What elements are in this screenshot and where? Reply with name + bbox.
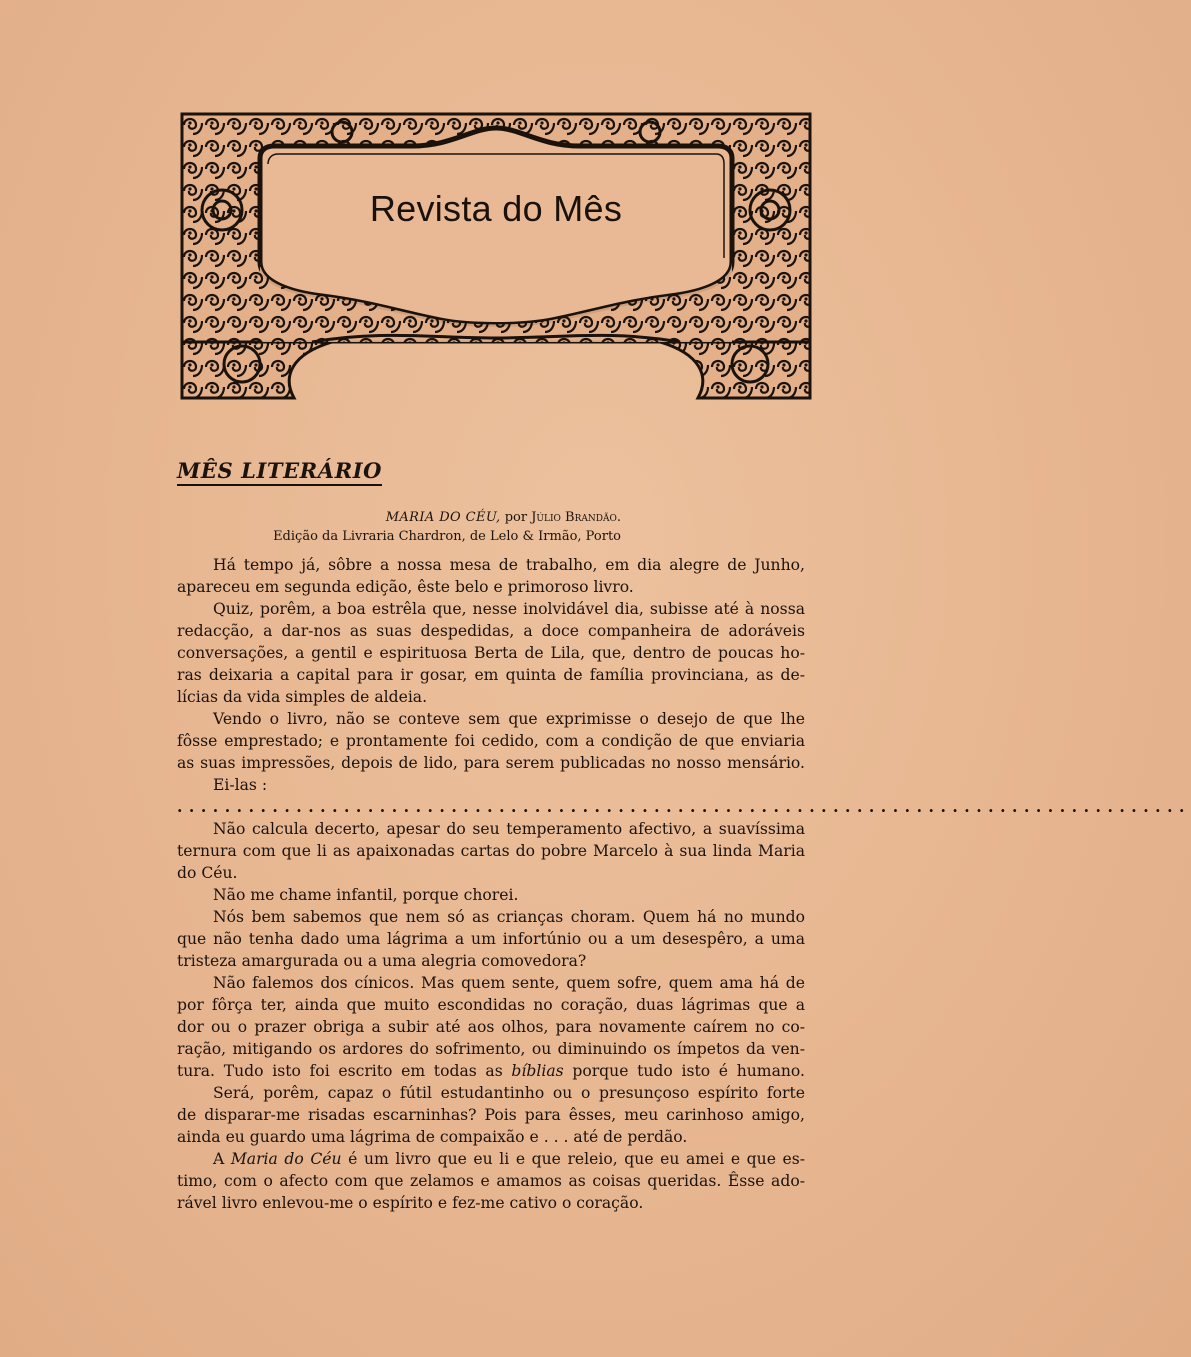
text-line: Será, porêm, capaz o fútil estudantinho ou o presunçoso espírito forte: [213, 1084, 805, 1102]
text-line: por fôrça ter, ainda que muito escondidas no coração, duas lágrimas que a: [177, 996, 805, 1014]
text-segment: porque tudo isto é humano.: [563, 1062, 805, 1080]
text-line: ração, mitigando os ardores do sofrimento, ou diminuindo os ímpetos da ven-: [177, 1040, 805, 1058]
ornamental-header-frame: [182, 114, 810, 398]
text-line: Vendo o livro, não se conteve sem que exprimisse o desejo de que lhe: [213, 710, 805, 728]
text-line: [177, 1148, 805, 1170]
ornament-border: [182, 114, 810, 398]
text-line: conversações, a gentil e espirituosa Berta de Lila, que, dentro de poucas ho-: [177, 644, 805, 662]
text-line: timo, com o afecto com que zelamos e amamos as coisas queridas. Êsse ado-: [177, 1172, 805, 1190]
book-edition: Edição da Livraria Chardron, de Lelo & Irmão, Porto: [273, 529, 621, 544]
text-line: ras deixaria a capital para ir gosar, em quinta de família provinciana, as de-: [177, 666, 805, 684]
emphasis-biblias: bíblias: [511, 1062, 564, 1080]
separator-dots: .....................................................................................: [177, 797, 1191, 816]
text-line: tristeza amargurada ou a uma alegria comovedora?: [177, 952, 587, 970]
book-author: Júlio Brandão.: [531, 510, 621, 525]
text-line: lícias da vida simples de aldeia.: [177, 688, 428, 706]
text-line: Ei-las :: [213, 776, 268, 794]
text-line: dor ou o prazer obriga a subir até aos olhos, para novamente caírem no co-: [177, 1018, 805, 1036]
text-line: Não calcula decerto, apesar do seu temperamento afectivo, a suavíssima: [213, 820, 805, 838]
emphasis-book-title: Maria do Céu: [230, 1150, 342, 1168]
text-line: fôsse emprestado; e prontamente foi cedido, com a condição de que enviaria: [177, 732, 805, 750]
text-line: rável livro enlevou-me o espírito e fez-me cativo o coração.: [177, 1194, 644, 1212]
book-title: MARIA DO CÉU,: [385, 510, 501, 525]
text-line: Nós bem sabemos que nem só as crianças choram. Quem há no mundo: [213, 908, 805, 926]
text-line: Não me chame infantil, porque chorei.: [213, 886, 519, 904]
text-line: Há tempo já, sôbre a nossa mesa de trabalho, em dia alegre de Junho,: [213, 556, 805, 574]
text-segment: A: [213, 1150, 231, 1168]
text-line: ainda eu guardo uma lágrima de compaixão e . . . até de perdão.: [177, 1128, 688, 1146]
text-line: as suas impressões, depois de lido, para serem publicadas no nosso mensário.: [177, 754, 805, 772]
article-body: [177, 554, 1191, 1214]
text-segment: é um livro que eu li e que releio, que eu amei e que es-: [341, 1150, 805, 1168]
text-line: apareceu em segunda edição, êste belo e primoroso livro.: [177, 578, 634, 596]
text-segment: tura. Tudo isto foi escrito em todas as: [177, 1062, 512, 1080]
text-line: ternura com que li as apaixonadas cartas do pobre Marcelo à sua linda Maria: [177, 842, 805, 860]
text-line: redacção, a dar-nos as suas despedidas, a doce companheira de adoráveis: [177, 622, 805, 640]
text-line: do Céu.: [177, 864, 238, 882]
text-line: que não tenha dado uma lágrima a um infortúnio ou a um desespêro, a uma: [177, 930, 805, 948]
text-line: Não falemos dos cínicos. Mas quem sente, quem sofre, quem ama há de: [213, 974, 805, 992]
book-reference: [177, 508, 621, 546]
text-line: Quiz, porêm, a boa estrêla que, nesse inolvidável dia, subisse até à nossa: [213, 600, 805, 618]
book-by: por: [500, 510, 532, 525]
text-line: de disparar-me risadas escarninhas? Pois para êsses, meu carinhoso amigo,: [177, 1106, 805, 1124]
section-heading: MÊS LITERÁRIO: [177, 458, 382, 486]
text-line: [177, 1060, 805, 1082]
page-title: Revista do Mês: [369, 188, 623, 229]
